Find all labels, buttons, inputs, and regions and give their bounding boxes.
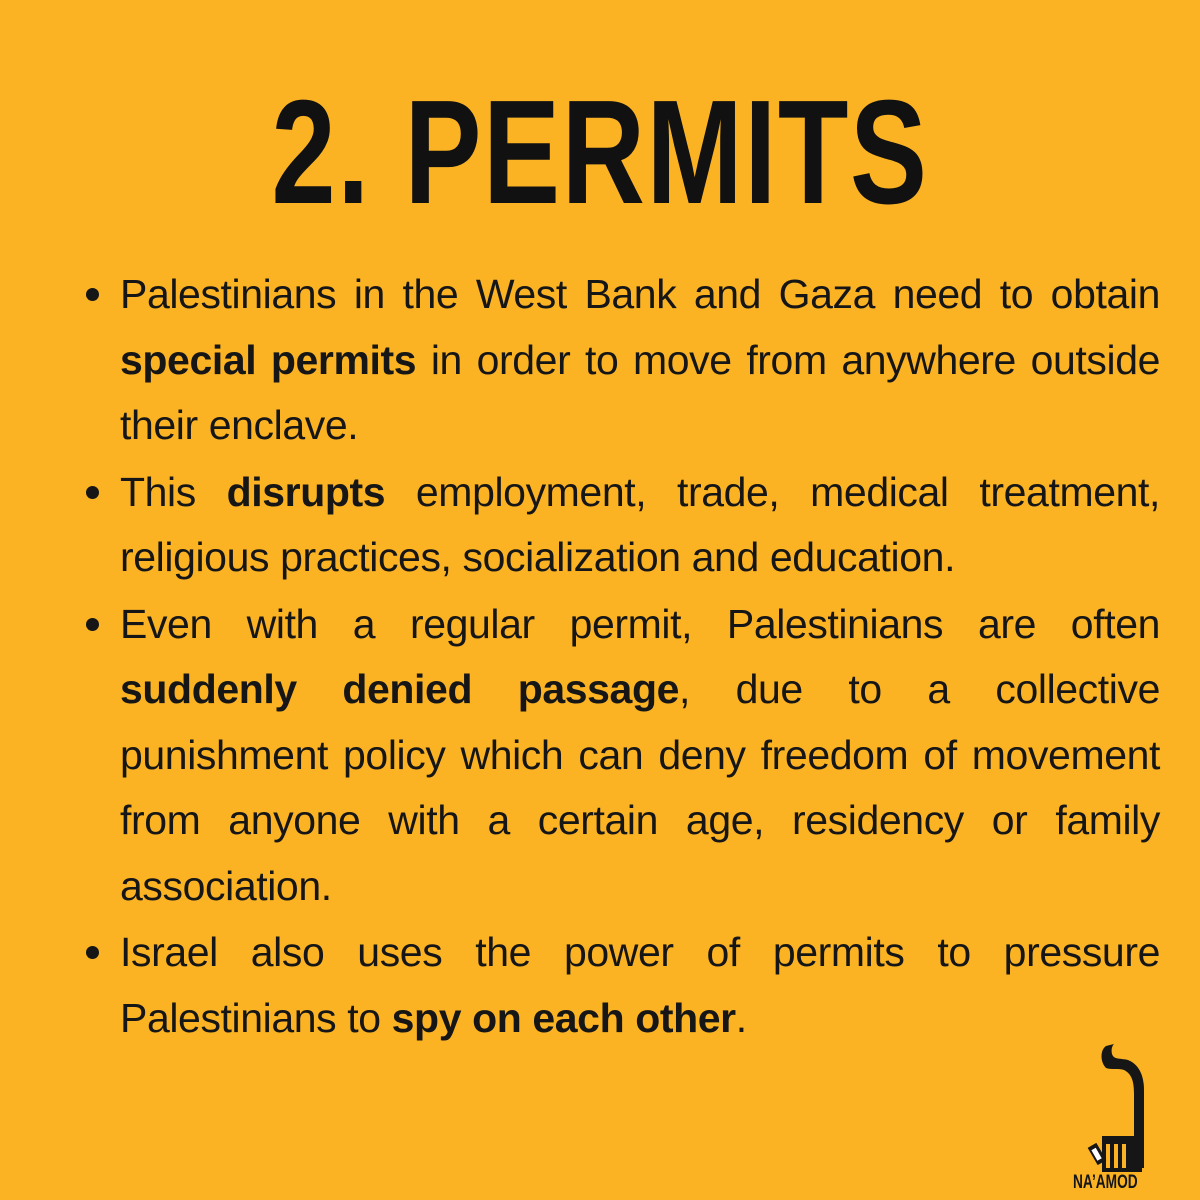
bullet-item-denied-passage xyxy=(86,592,1160,920)
logo-wordmark: NA’AMOD xyxy=(1073,1172,1138,1193)
bullet-text: Even with a regular permit, Palestinians are often xyxy=(120,600,1160,647)
logo-book-spine xyxy=(1106,1144,1110,1168)
bullet-text: . xyxy=(735,994,747,1041)
bullet-list xyxy=(86,262,1160,1052)
bullet-text: , due to a collective punishment policy which can deny freedom of movement from anyone with a certain age, residency or family association. xyxy=(120,666,1160,909)
bullet-text: employment, trade, medical treatment, religious practices, socialization and education. xyxy=(120,468,1160,580)
bullet-item-disrupts xyxy=(86,460,1160,591)
bullet-text: Palestinians in the West Bank and Gaza need to obtain xyxy=(120,271,1160,317)
logo-book-spine xyxy=(1122,1144,1126,1168)
bullet-text: This xyxy=(120,468,227,515)
bullet-dot-icon xyxy=(86,946,99,959)
page-title: 2. PERMITS xyxy=(271,70,929,235)
bullet-dot-icon xyxy=(86,288,99,301)
bullet-emphasis: spy on each other xyxy=(391,994,736,1041)
bullet-dot-icon xyxy=(86,486,99,499)
bullet-emphasis: disrupts xyxy=(226,468,386,515)
bullet-emphasis: suddenly denied passage xyxy=(120,666,679,712)
bullet-item-special-permits xyxy=(86,262,1160,459)
bullet-text: Israel also uses the power of permits to pressure Palestinians to xyxy=(120,929,1160,1041)
bullet-emphasis: special permits xyxy=(120,336,417,383)
bullet-item-spy xyxy=(86,920,1160,1051)
bullet-text: in order to move from anywhere outside their enclave. xyxy=(120,336,1160,448)
logo-book-spine xyxy=(1114,1144,1118,1168)
bullet-dot-icon xyxy=(86,618,99,631)
